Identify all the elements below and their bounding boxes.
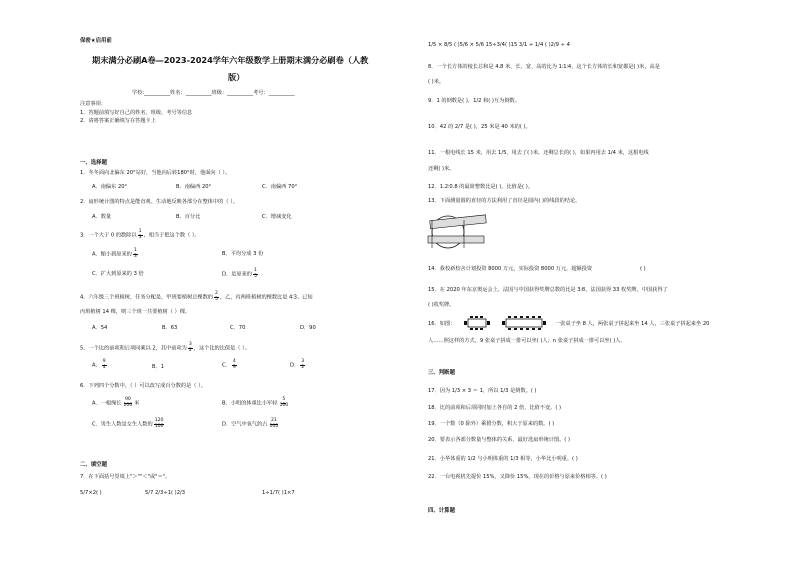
option-b: B．1 <box>152 364 165 370</box>
option-d: D．90 <box>300 325 316 331</box>
option-c: C．70 <box>230 325 246 331</box>
question-19: 19．一个数（0 除外）乘假分数，积大于原来的数。( ) <box>428 421 555 427</box>
page-title-line2: 版） <box>228 72 245 82</box>
option-d: D． $\frac{3}{2}$ <box>290 359 305 370</box>
question-17: 17．因为 1/3 × 3 ＝ 1，所以 1/3 是倒数。( ) <box>428 388 537 394</box>
question-14-blank: ( ) <box>640 266 646 272</box>
option-d: D．是原来的 $\frac{1}{5}$ <box>222 268 257 279</box>
notice-title: 注意事项： <box>80 101 106 107</box>
question-11-cont: 还剩( )米。 <box>428 166 455 172</box>
student-info-line: 学校:__________姓名：__________班级：__________考号：__________ <box>132 90 295 96</box>
question-16: 16．如图： <box>428 321 456 327</box>
q7-item: 1÷1/7( )1×7 <box>262 490 295 496</box>
question-9: 9．1 的倒数是( )，1/2 和( )互为倒数。 <box>428 98 520 104</box>
ruler-shape <box>430 215 487 229</box>
option-a: A．一根绳长 $\frac{90}{100}$ 米 <box>92 397 140 408</box>
page-title: 期末满分必刷A卷—2023-2024学年六年级数学上册期末满分必刷卷（人教 <box>92 55 369 65</box>
option-c: C．增减变化 <box>262 214 292 220</box>
question-15-cont: ( )枚奖牌。 <box>428 302 455 308</box>
section-title-fill: 二、填空题 <box>80 462 107 468</box>
option-b: B．63 <box>162 325 178 331</box>
question-8-cont: ( )米。 <box>428 79 445 85</box>
question-22: 22．一台电视机先提价 15%，又降价 15%，现在的价格与原来价格相等。( ) <box>428 474 607 480</box>
option-a: A．数量 <box>92 214 112 220</box>
question-12: 12．1.2∶0.8 的最简整数比是( )，比值是( )。 <box>428 184 533 190</box>
question-15: 15．在 2020 年东京奥运会上，法国与中国获得奖牌总数的比是 3∶8，法国获得 33 枚奖牌，中国获得了 <box>428 287 668 293</box>
question-10: 10．42 的 2/7 是( )，25 米是 40 米的( )。 <box>428 124 531 130</box>
question-8: 8．一个长方体的棱长总和是 4.8 米，长、宽、高的比为 1∶1∶4，这个长方体的长和宽都是( )米，高是 <box>428 64 660 70</box>
option-c: C．扩大到原来的 3 倍 <box>92 271 144 277</box>
option-a: A． $\frac{9}{4}$ <box>92 359 106 370</box>
notice-item: 2．请将答案正确填写在答题卡上 <box>80 118 156 124</box>
question-3: 3．一个大于 0 的数除以 $\frac{1}{3}$ ，相当于把这个数（ ）。 <box>80 229 200 240</box>
section-title-calc: 四、计算题 <box>428 508 455 514</box>
question-2: 2．扇形统计图的特点是能直观、生动地反映各部分在整体中的（ ）。 <box>80 199 238 205</box>
question-11: 11．一根电线长 15 米，用去 1/5，用去了( )米，还剩总长的( )，如果再用去 1/4 米，这根电线 <box>428 150 649 156</box>
question-5: 5．一个比的前项和后项同乘以 2，其中前项为 $\frac{3}{2}$ ，这个比的比值是（ ）。 <box>80 342 250 353</box>
question-16-text: 一张桌子坐 8 人，两张桌子拼起来坐 14 人，三张桌子拼起来坐 20 <box>555 321 710 327</box>
question-4-cont: 丙班植树 14 棵，则三个班一共要植树（ ）棵。 <box>80 309 191 315</box>
q7-item: 5/7 2/3÷1( )2/3 <box>145 490 186 496</box>
option-c: C．男生人数是女生人数的 $\frac{120}{100}$ <box>92 418 164 429</box>
question-16-cont: 人……照这样的方式，9 张桌子拼成一排可以坐( )人；n 张桌子拼成一排可以坐( )人。 <box>428 338 626 344</box>
q7-continued: 1/5 × 8/5 ( )5/6 × 5/6 15÷3/4( )15 3/1 ÷ 1/4 ( )2/9 ÷ 4 <box>428 42 570 48</box>
question-21: 21．小华体重的 1/2 与小明体重的 1/3 相等，小华比小明重。( ) <box>428 456 578 462</box>
secret-label: 保密★启用前 <box>80 38 112 44</box>
question-20: 20．要表示各部分数量与整体的关系，最好选扇形统计图。( ) <box>428 437 570 443</box>
option-b: B．小明的体重比小军轻 $\frac{5}{100}$ <box>222 397 289 408</box>
option-a: A．南偏东 20° <box>92 184 128 190</box>
ruler-shape <box>428 236 484 243</box>
section-title-judge: 三、判断题 <box>428 370 455 376</box>
section-title-choice: 一、选择题 <box>80 160 107 166</box>
option-d: D．空气中氧气约占 $\frac{21}{100}$ <box>222 418 279 429</box>
option-c: C．南偏西 70° <box>262 184 298 190</box>
option-b: B．南偏西 20° <box>176 184 212 190</box>
question-14: 14．我校新校舍计划投资 8000 万元，实际投资 8000 万元，超额投资 <box>428 266 593 272</box>
q7-item: 5/7×2( ) <box>80 490 102 496</box>
question-4: 4．六年级三个班植树，任务分配是，甲班要植树总棵数的 $\frac{2}{5}$ ，乙，丙两班植树的棵数比是 4∶3。已知 <box>80 291 313 302</box>
option-c: C． $\frac{4}{9}$ <box>222 359 236 370</box>
question-18: 18．比的前项和后项同时加上各自的 2 倍，比值不变。( ) <box>428 405 562 411</box>
option-b: B．百分比 <box>176 214 201 220</box>
option-b: B．平均分成 3 份 <box>222 251 264 257</box>
notice-item: 1．答题前填写好自己的姓名、班级、考号等信息 <box>80 110 193 116</box>
circle-ruler-figure <box>426 208 488 252</box>
tables-figure <box>462 315 552 331</box>
question-6: 6．下列四个分数中，（ ）可以改写成百分数的是（ ）。 <box>80 383 206 389</box>
option-a: A．54 <box>92 325 108 331</box>
option-a: A．缩小到原来的 $\frac{1}{3}$ <box>92 248 137 259</box>
question-1: 1．冬冬面向北偏东 20°站好，当他向后转180°时，他面向（ ）。 <box>80 170 231 176</box>
question-7: 7．在下面括号里填上"＞""＜"或"＝"。 <box>80 474 171 480</box>
question-13: 13．下面测量圆的直径的方法利用了直径是圆内( )的线段的结论。 <box>428 198 581 204</box>
